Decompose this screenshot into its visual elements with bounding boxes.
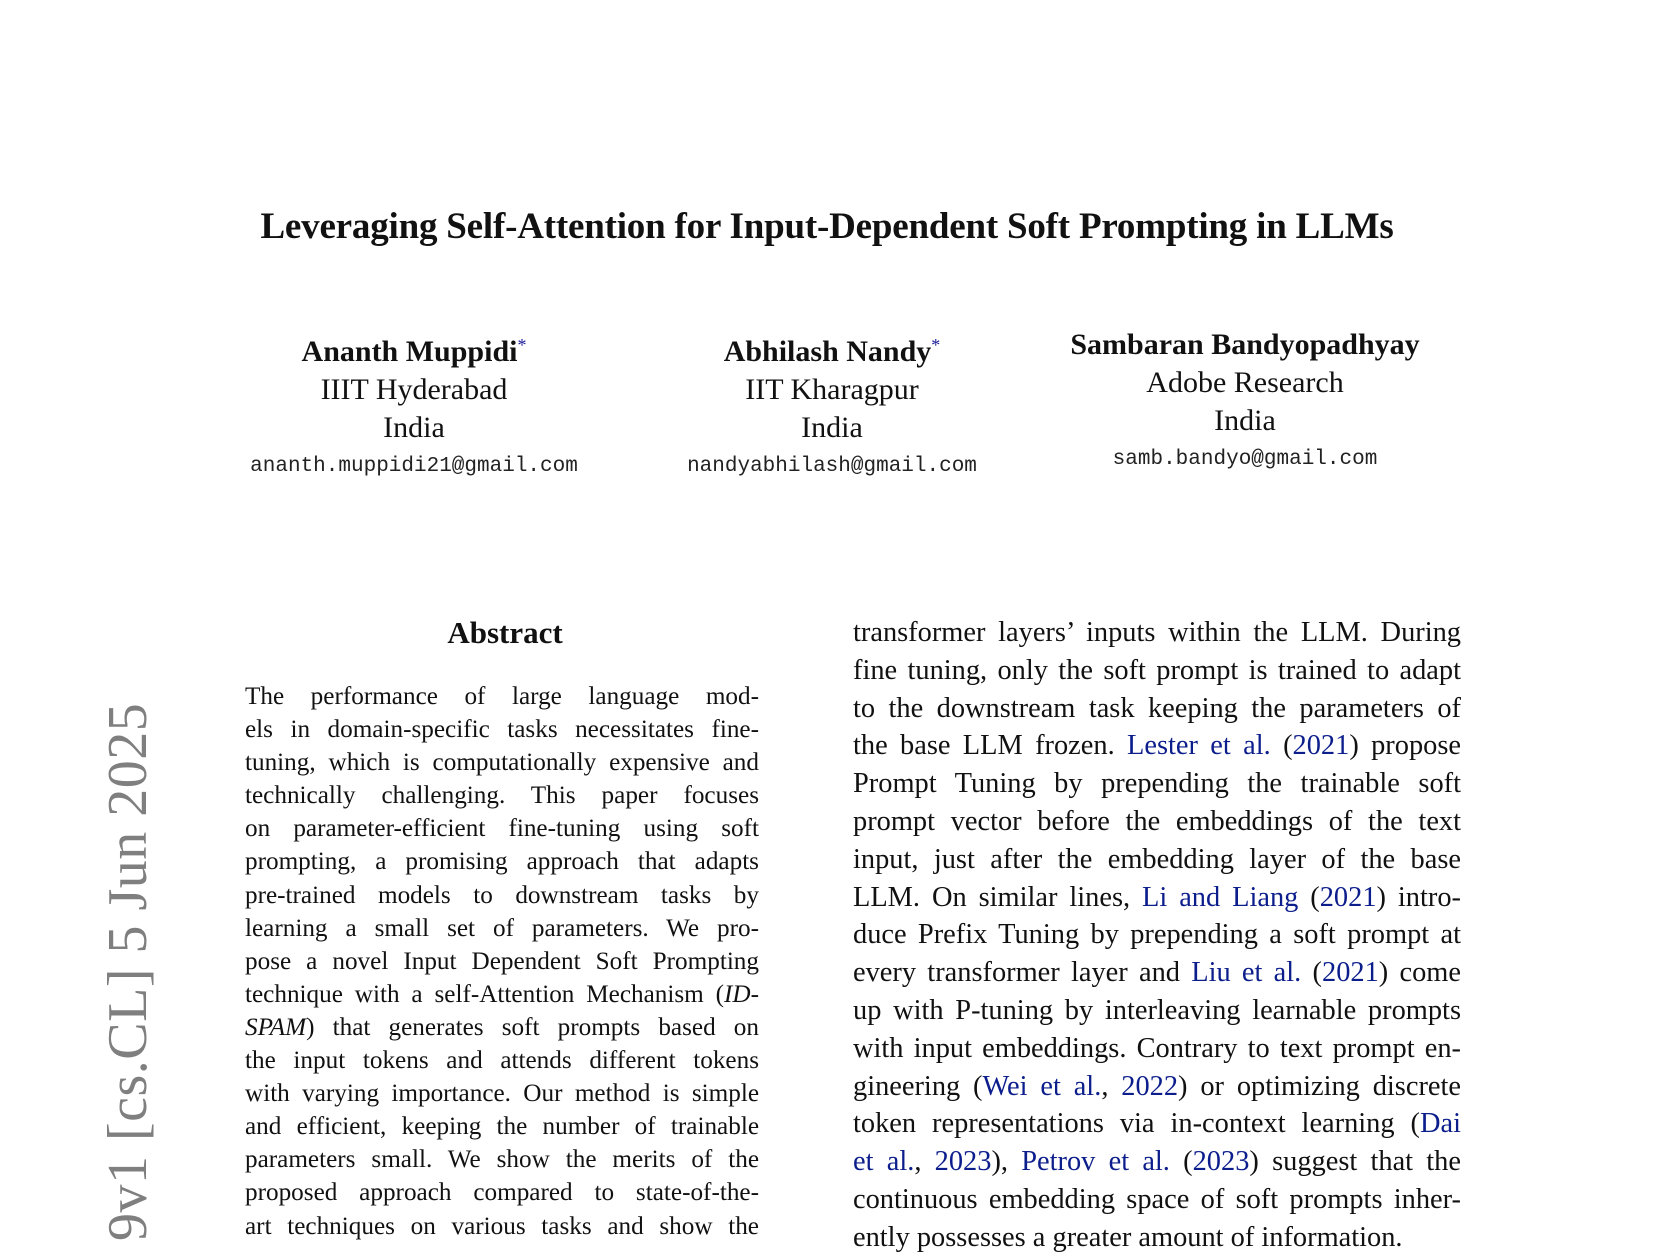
body-line: input, just after the embedding layer of the base xyxy=(853,843,1461,875)
abstract-line: parameters small. We show the merits of the xyxy=(245,1146,759,1174)
author-affiliation: IIIT Hyderabad xyxy=(320,373,508,406)
abstract-line: pre-trained models to downstream tasks by xyxy=(245,881,759,909)
citation-year-link[interactable]: 2021 xyxy=(1322,957,1379,989)
equal-contribution-footnote-link[interactable]: * xyxy=(517,335,527,355)
author-block xyxy=(1035,326,1455,478)
citation-link-wei[interactable]: Wei et al. xyxy=(982,1070,1102,1102)
body-line: continuous embedding space of soft prompts inher- xyxy=(853,1183,1461,1215)
abstract-line: and efficient, keeping the number of trainable xyxy=(245,1113,759,1141)
author-name: Abhilash Nandy* xyxy=(723,335,941,368)
method-acronym: SPAM xyxy=(245,1013,307,1041)
citation-link-petrov[interactable]: Petrov et al. xyxy=(1021,1146,1170,1178)
citation-year-link[interactable]: 2022 xyxy=(1121,1070,1179,1102)
body-line: transformer layers’ inputs within the LLM. During xyxy=(853,617,1461,648)
abstract-line: prompting, a promising approach that adapts xyxy=(245,848,759,876)
author-block xyxy=(620,326,1044,485)
body-line: up with P-tuning by interleaving learnable prompts xyxy=(853,994,1461,1026)
author-name: Sambaran Bandyopadhyay xyxy=(1070,328,1420,361)
body-line: token representations via in-context learning (Dai xyxy=(853,1108,1461,1140)
introduction-body xyxy=(853,614,1461,1257)
abstract-line: technically challenging. This paper focuses xyxy=(245,782,759,810)
abstract-line: on parameter-efficient fine-tuning using soft xyxy=(245,815,759,843)
citation-link-li-liang[interactable]: Li and Liang xyxy=(1142,881,1299,913)
body-line: Prompt Tuning by prepending the trainable soft xyxy=(853,768,1461,800)
equal-contribution-footnote-link[interactable]: * xyxy=(931,335,941,355)
author-block xyxy=(204,326,624,485)
abstract-line: proposed approach compared to state-of-the- xyxy=(245,1179,759,1207)
citation-year-link[interactable]: 2021 xyxy=(1292,730,1350,762)
method-acronym: ID- xyxy=(724,980,759,1008)
body-line: every transformer layer and Liu et al. (2021) come xyxy=(853,957,1461,989)
body-line: et al., 2023), Petrov et al. (2023) suggest that the xyxy=(853,1146,1461,1178)
body-line: ently possesses a greater amount of information. xyxy=(853,1221,1403,1253)
paper-title: Leveraging Self-Attention for Input-Dependent Soft Prompting in LLMs xyxy=(260,206,1394,247)
abstract-line: SPAM) that generates soft prompts based on xyxy=(245,1013,759,1041)
citation-year-link[interactable]: 2021 xyxy=(1319,881,1377,913)
abstract-heading: Abstract xyxy=(447,615,563,650)
citation-link-liu[interactable]: Liu et al. xyxy=(1191,957,1302,989)
author-country: India xyxy=(1214,404,1276,437)
body-line: fine tuning, only the soft prompt is trained to adapt xyxy=(853,654,1461,686)
body-line: duce Prefix Tuning by prepending a soft prompt at xyxy=(853,919,1461,951)
author-country: India xyxy=(383,411,445,444)
author-affiliation: IIT Kharagpur xyxy=(745,373,919,406)
author-email: ananth.muppidi21@gmail.com xyxy=(250,455,578,478)
abstract-line: tuning, which is computationally expensive and xyxy=(245,749,759,777)
abstract-line: pose a novel Input Dependent Soft Prompting xyxy=(245,947,759,975)
body-line: the base LLM frozen. Lester et al. (2021) propose xyxy=(853,730,1461,762)
abstract-body xyxy=(245,680,759,1243)
citation-year-link[interactable]: 2023 xyxy=(934,1146,992,1178)
author-affiliation: Adobe Research xyxy=(1146,366,1344,399)
citation-link-dai[interactable]: Dai xyxy=(1420,1108,1461,1140)
author-name: Ananth Muppidi* xyxy=(301,335,527,368)
arxiv-identifier-stamp: 9v1 [cs.CL] 5 Jun 2025 xyxy=(97,702,159,1241)
body-line: to the downstream task keeping the parameters of xyxy=(853,692,1461,724)
author-email: nandyabhilash@gmail.com xyxy=(687,455,977,478)
author-email: samb.bandyo@gmail.com xyxy=(1112,448,1378,471)
abstract-line: the input tokens and attends different tokens xyxy=(245,1047,759,1075)
body-line: with input embeddings. Contrary to text prompt en- xyxy=(853,1032,1461,1064)
body-line: prompt vector before the embeddings of the text xyxy=(853,805,1461,837)
abstract-line: learning a small set of parameters. We pro- xyxy=(245,914,759,942)
citation-link-lester[interactable]: Lester et al. xyxy=(1127,730,1271,762)
citation-year-link[interactable]: 2023 xyxy=(1192,1146,1250,1178)
abstract-line: technique with a self-Attention Mechanism (ID- xyxy=(245,980,759,1008)
body-line: gineering (Wei et al., 2022) or optimizing discrete xyxy=(853,1070,1461,1102)
abstract-line: art techniques on various tasks and show the xyxy=(245,1212,759,1240)
body-line: LLM. On similar lines, Li and Liang (2021) intro- xyxy=(853,881,1461,913)
abstract-line: els in domain-specific tasks necessitates fine- xyxy=(245,716,759,744)
citation-link-dai[interactable]: et al. xyxy=(853,1146,915,1178)
abstract-line: The performance of large language mod- xyxy=(245,683,759,710)
abstract-line: with varying importance. Our method is simple xyxy=(245,1080,759,1108)
author-country: India xyxy=(801,411,863,444)
